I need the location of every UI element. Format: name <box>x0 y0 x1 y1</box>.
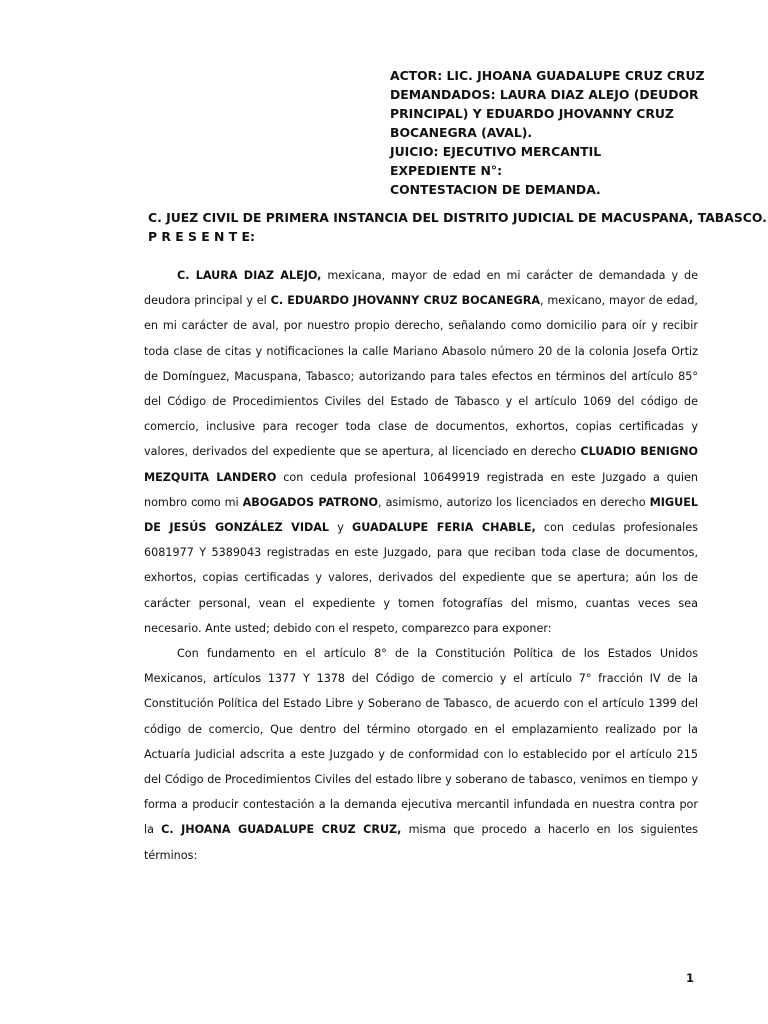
name-miguel: MIGUEL DE JESÚS GONZÁLEZ VIDAL <box>144 495 698 535</box>
case-header <box>390 66 710 199</box>
name-guadalupe: GUADALUPE FERIA CHABLE, <box>352 521 536 535</box>
text-segment: mexicana, mayor de edad en mi carácter de demandada y de deudora principal y el <box>144 269 698 308</box>
name-laura: C. LAURA DIAZ ALEJO, <box>177 269 322 282</box>
expediente-line: EXPEDIENTE N°: <box>390 163 503 178</box>
text-segment: Con fundamento en el artículo 8° de la Constitución Política de los Estados Unidos Mexicanos, artículos 1377 Y 1378 del Código de comercio y el artículo 7° fracción IV de la Constitución Política del Estado Libre y Soberano de Tabasco, de acuerdo con el artículo 1399 del código de comercio, Que dentro del término otorgado en el emplazamiento realizado por la Actuaría Judicial adscrita a este Juzgado y de conformidad con lo establecido por el artículo 215 del Código de Procedimientos Civiles del estado libre y soberano de tabasco, venimos en tiempo y forma a producir contestación a la demanda ejecutiva mercantil infundada en nuestra contra por la <box>144 647 698 837</box>
word-como: como <box>191 494 221 509</box>
demandados-line-2: PRINCIPAL) Y EDUARDO JHOVANNY CRUZ <box>390 106 674 121</box>
presente-line: P R E S E N T E: <box>148 229 255 244</box>
document-body <box>144 263 698 868</box>
text-segment: , asimismo, autorizo los licenciados en derecho <box>377 495 650 509</box>
page-number: 1 <box>686 971 695 985</box>
addressee-line: C. JUEZ CIVIL DE PRIMERA INSTANCIA DEL DISTRITO JUDICIAL DE MACUSPANA, TABASCO. <box>148 210 767 225</box>
abogados-patrono: ABOGADOS PATRONO <box>242 495 378 509</box>
demandados-line-3: BOCANEGRA (AVAL). <box>390 125 533 140</box>
paragraph-2 <box>144 641 698 868</box>
name-cluadio: CLUADIO BENIGNO MEZQUITA LANDERO <box>144 445 698 484</box>
name-eduardo: C. EDUARDO JHOVANNY CRUZ BOCANEGRA <box>270 294 540 308</box>
name-jhoana: C. JHOANA GUADALUPE CRUZ CRUZ, <box>161 823 402 837</box>
juicio-line: JUICIO: EJECUTIVO MERCANTIL <box>390 144 602 159</box>
text-segment: mi <box>220 495 243 509</box>
text-segment: con cedulas profesionales 6081977 Y 5389043 registradas en este Juzgado, para que reciban toda clase de documentos, exhortos, copias certificadas y valores, derivados del expediente que se apertura; aún los de carácter personal, vean el expediente y tomen fotografías del mismo, cuantas veces sea necesario. Ante usted; debido con el respeto, comparezco para exponer: <box>144 521 698 635</box>
text-segment: con cedula profesional 10649919 registrada en este Juzgado a quien nombro <box>144 470 698 509</box>
paragraph-1 <box>144 263 698 641</box>
demandados-line-1: DEMANDADOS: LAURA DIAZ ALEJO (DEUDOR <box>390 87 699 102</box>
asunto-line: CONTESTACION DE DEMANDA. <box>390 182 601 197</box>
text-segment: y <box>329 521 353 535</box>
actor-line: ACTOR: LIC. JHOANA GUADALUPE CRUZ CRUZ <box>390 68 705 83</box>
text-segment: , mexicano, mayor de edad, en mi carácter de aval, por nuestro propio derecho, señalando como domicilio para oír y recibir toda clase de citas y notificaciones la calle Mariano Abasolo número 20 de la colonia Josefa Ortiz de Domínguez, Macuspana, Tabasco; autorizando para tales efectos en términos del artículo 85° del Código de Procedimientos Civiles del Estado de Tabasco y el artículo 1069 del código de comercio, inclusive para recoger toda clase de documentos, exhortos, copias certificadas y valores, derivados del expediente que se apertura, al licenciado en derecho <box>144 294 698 459</box>
addressee-block <box>148 208 767 246</box>
text-segment: misma que procedo a hacerlo en los siguientes términos: <box>144 823 698 862</box>
